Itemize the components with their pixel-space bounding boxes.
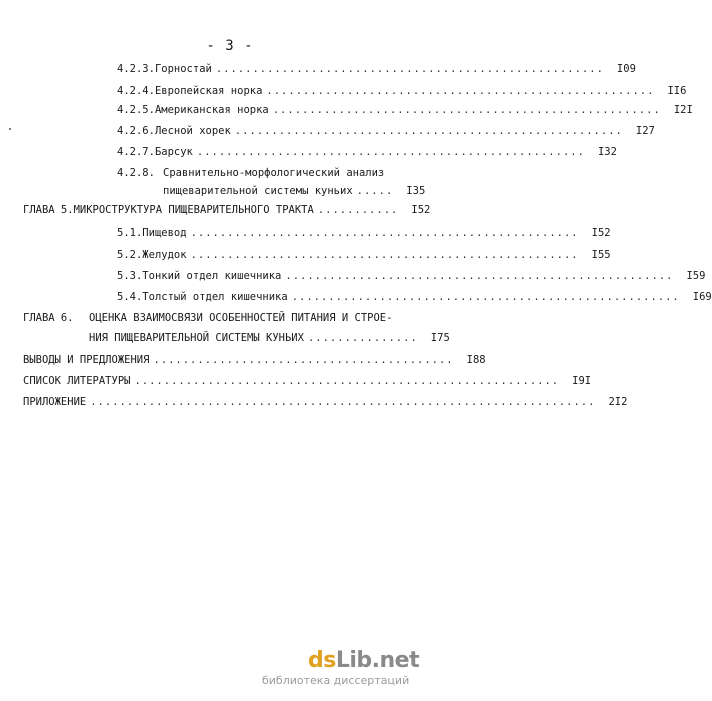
toc-entry-number: 4.2.7. — [117, 146, 155, 158]
toc-entry-title: СПИСОК ЛИТЕРАТУРЫ — [23, 375, 131, 387]
toc-entry-title: пищеварительной системы куньих — [163, 185, 353, 197]
toc-entry-page: I69 — [692, 291, 712, 303]
watermark-subtitle: библиотека диссертаций — [262, 674, 410, 687]
toc-entry-title: Американская норка — [154, 104, 269, 116]
toc-entry-5-4 — [117, 290, 712, 304]
toc-entry-appendix — [23, 395, 628, 409]
toc-entry-page: I9I — [572, 375, 592, 387]
dot-leader: ..................................................................... — [90, 396, 596, 408]
toc-entry-page: I55 — [591, 249, 611, 261]
toc-entry-number: 5.1. — [117, 227, 143, 239]
toc-entry-page: I2I — [673, 104, 693, 116]
dot-leader: ............... — [307, 332, 418, 344]
toc-entry-page: I59 — [686, 270, 706, 282]
toc-entry-page: I88 — [466, 354, 486, 366]
toc-entry-number: 4.2.8. — [117, 167, 155, 179]
toc-entry-page: I09 — [616, 63, 636, 75]
dot-leader: ..................................................... — [266, 85, 655, 97]
toc-entry-page: I75 — [430, 332, 450, 344]
toc-entry-title: Барсук — [154, 146, 193, 158]
toc-entry-chapter-6-continued — [89, 331, 450, 345]
toc-entry-title: Пищевод — [142, 227, 187, 239]
toc-entry-page: II6 — [667, 85, 687, 97]
toc-entry-conclusions — [23, 353, 486, 367]
toc-entry-page: I35 — [406, 185, 426, 197]
dslib-logo: dsLib.net — [308, 648, 420, 673]
toc-entry-page: I52 — [411, 204, 431, 216]
dot-leader: ..................................................... — [190, 249, 579, 261]
toc-entry-4-2-8 — [117, 166, 417, 180]
toc-entry-title: НИЯ ПИЩЕВАРИТЕЛЬНОЙ СИСТЕМЫ КУНЬИХ — [89, 332, 304, 344]
toc-entry-title: Желудок — [142, 249, 187, 261]
toc-entry-number: 5.4. — [117, 291, 143, 303]
toc-entry-title: Горностай — [154, 63, 212, 75]
toc-entry-number: 4.2.5. — [117, 104, 155, 116]
toc-entry-4-2-4 — [117, 84, 687, 98]
dot-leader: ..................................................... — [291, 291, 680, 303]
toc-entry-number: 5.3. — [117, 270, 143, 282]
toc-entry-number: ГЛАВА 5. — [23, 204, 74, 216]
dot-leader: ..................................................... — [272, 104, 661, 116]
dot-leader: ..................................................... — [196, 146, 585, 158]
toc-entry-number: 5.2. — [117, 249, 143, 261]
toc-entry-4-2-3 — [117, 62, 636, 76]
toc-entry-number: 4.2.3. — [117, 63, 155, 75]
toc-entry-references — [23, 374, 592, 388]
dot-leader: ..................................................... — [285, 270, 674, 282]
toc-entry-chapter-6 — [23, 311, 417, 325]
toc-entry-5-3 — [117, 269, 706, 283]
toc-entry-5-2 — [117, 248, 611, 262]
toc-entry-title: ОЦЕНКА ВЗАИМОСВЯЗИ ОСОБЕННОСТЕЙ ПИТАНИЯ И СТРОЕ- — [89, 312, 393, 324]
toc-entry-title: Толстый отдел кишечника — [142, 291, 288, 303]
toc-entry-page: I32 — [597, 146, 617, 158]
toc-entry-title: ВЫВОДЫ И ПРЕДЛОЖЕНИЯ — [23, 354, 150, 366]
dot-leader: .......................................................... — [134, 375, 560, 387]
toc-entry-5-1 — [117, 226, 611, 240]
toc-entry-page: I27 — [635, 125, 655, 137]
dot-leader: ..................................................... — [190, 227, 579, 239]
toc-entry-4-2-6 — [117, 124, 655, 138]
dot-leader: ......................................... — [153, 354, 454, 366]
dot-leader: ..... — [356, 185, 394, 197]
toc-entry-title: Лесной хорек — [154, 125, 231, 137]
dot-leader: ..................................................... — [215, 63, 604, 75]
toc-entry-title: Тонкий отдел кишечника — [142, 270, 282, 282]
dslib-watermark — [262, 648, 442, 694]
toc-entry-page: 2I2 — [608, 396, 628, 408]
toc-entry-title: Сравнительно-морфологический анализ — [163, 167, 385, 179]
toc-entry-page: I52 — [591, 227, 611, 239]
toc-entry-4-2-8-continued — [163, 184, 426, 198]
toc-entry-4-2-5 — [117, 103, 693, 117]
page-number: - 3 - — [206, 38, 254, 54]
toc-entry-number: ГЛАВА 6. — [23, 312, 74, 324]
toc-entry-number: 4.2.6. — [117, 125, 155, 137]
toc-entry-number: 4.2.4. — [117, 85, 155, 97]
toc-entry-4-2-7 — [117, 145, 617, 159]
toc-entry-chapter-5 — [23, 203, 431, 217]
dot-leader: ........... — [317, 204, 399, 216]
toc-entry-title: ПРИЛОЖЕНИЕ — [23, 396, 87, 408]
dot-leader: ..................................................... — [234, 125, 623, 137]
toc-entry-title: МИКРОСТРУКТУРА ПИЩЕВАРИТЕЛЬНОГО ТРАКТА — [73, 204, 314, 216]
toc-entry-title: Европейская норка — [154, 85, 263, 97]
